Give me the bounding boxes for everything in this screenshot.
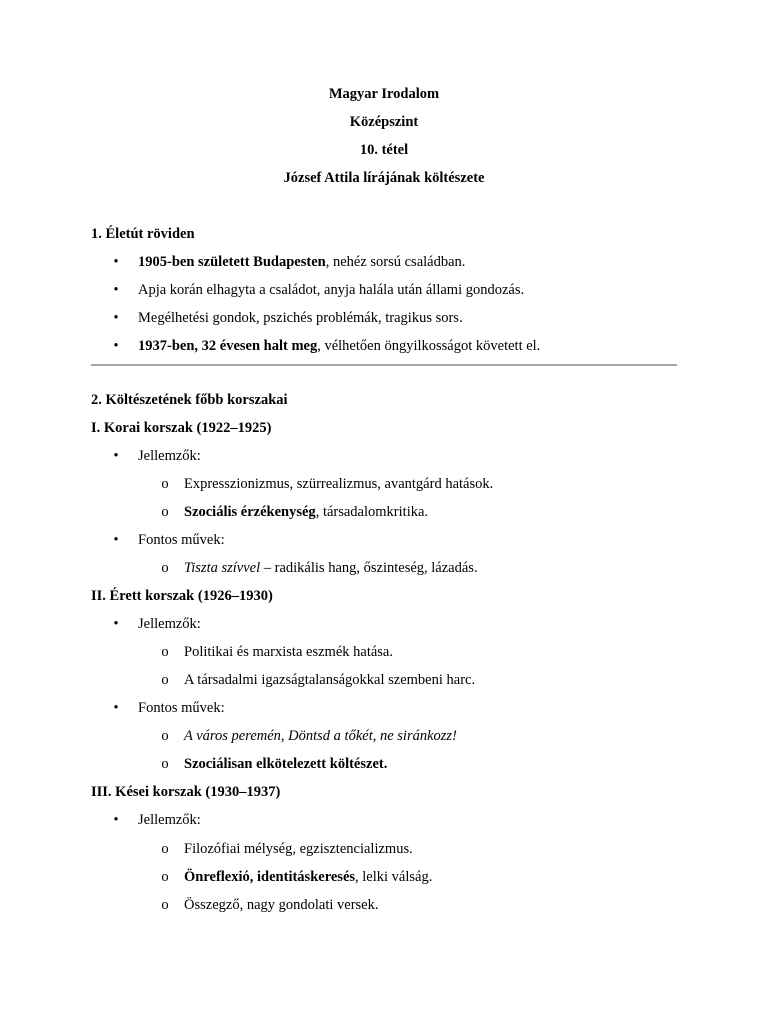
bullet-disc: • — [113, 616, 119, 632]
period3-title: III. Kései korszak (1930–1937) — [91, 784, 281, 800]
period3-feature-1: Filozófiai mélység, egzisztencializmus. — [184, 841, 413, 857]
bullet-circle: o — [161, 504, 169, 520]
bullet-circle: o — [161, 644, 169, 660]
period2-features-label: Jellemzők: — [138, 616, 201, 632]
period3-features-label: Jellemzők: — [138, 812, 201, 828]
life-item-1: 1905-ben született Budapesten, nehéz sorsú családban. — [138, 254, 466, 270]
bullet-circle: o — [161, 869, 169, 885]
period2-work-2: Szociálisan elkötelezett költészet. — [184, 756, 388, 772]
period2-work-1: A város peremén, Döntsd a tőkét, ne siránkozz! — [184, 728, 457, 744]
bullet-disc: • — [113, 812, 119, 828]
topic-title: József Attila lírájának költészete — [283, 170, 485, 186]
period2-title: II. Érett korszak (1926–1930) — [91, 588, 273, 604]
bullet-circle: o — [161, 476, 169, 492]
bullet-disc: • — [113, 282, 119, 298]
level-label: Középszint — [349, 114, 419, 130]
period2-feature-2: A társadalmi igazságtalanságokkal szembeni harc. — [184, 672, 476, 688]
section1-heading: 1. Életút röviden — [91, 226, 195, 242]
life-item-4: 1937-ben, 32 évesen halt meg, vélhetően öngyilkosságot követett el. — [138, 338, 541, 354]
bullet-disc: • — [113, 532, 119, 548]
period1-works-label: Fontos művek: — [138, 532, 225, 548]
bullet-circle: o — [161, 756, 169, 772]
period2-works-label: Fontos művek: — [138, 700, 225, 716]
life-item-3: Megélhetési gondok, pszichés problémák, tragikus sors. — [138, 310, 463, 326]
period3-feature-2: Önreflexió, identitáskeresés, lelki válság. — [184, 869, 433, 885]
period1-feature-1: Expresszionizmus, szürrealizmus, avantgárd hatások. — [184, 476, 494, 492]
bullet-disc: • — [113, 338, 119, 354]
bullet-disc: • — [113, 700, 119, 716]
bullet-circle: o — [161, 897, 169, 913]
period1-features-label: Jellemzők: — [138, 448, 201, 464]
bullet-disc: • — [113, 254, 119, 270]
bullet-circle: o — [161, 560, 169, 576]
bullet-circle: o — [161, 728, 169, 744]
period2-feature-1: Politikai és marxista eszmék hatása. — [184, 644, 393, 660]
subject-title: Magyar Irodalom — [328, 86, 440, 102]
period1-title: I. Korai korszak (1922–1925) — [91, 420, 272, 436]
bullet-circle: o — [161, 841, 169, 857]
bullet-disc: • — [113, 448, 119, 464]
period1-work-1: Tiszta szívvel – radikális hang, őszinteség, lázadás. — [184, 560, 478, 576]
section2-heading: 2. Költészetének főbb korszakai — [91, 392, 288, 408]
period3-feature-3: Összegző, nagy gondolati versek. — [184, 897, 379, 913]
bullet-circle: o — [161, 672, 169, 688]
life-item-2: Apja korán elhagyta a családot, anyja halála után állami gondozás. — [138, 282, 525, 298]
topic-number: 10. tétel — [359, 142, 409, 158]
section-divider — [91, 364, 677, 366]
period1-feature-2: Szociális érzékenység, társadalomkritika. — [184, 504, 429, 520]
bullet-disc: • — [113, 310, 119, 326]
